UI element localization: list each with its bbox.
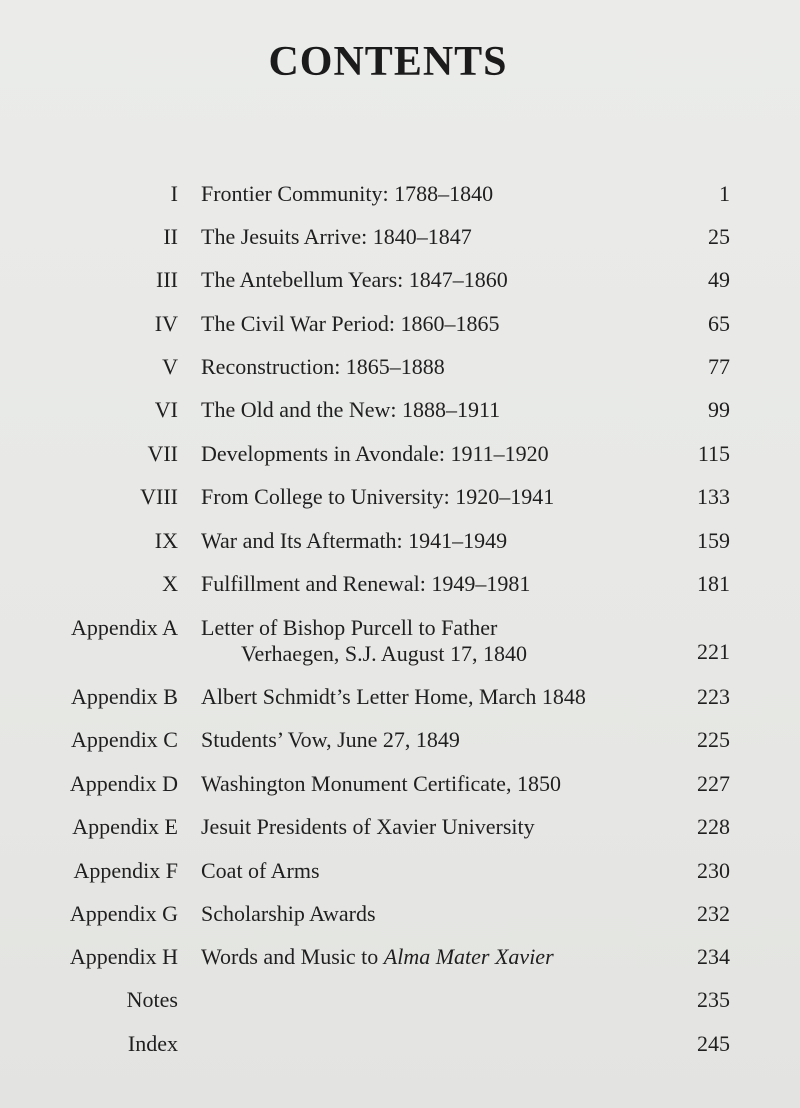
chapter-number: X: [162, 571, 178, 596]
toc-entry: [0, 307, 800, 343]
appendix-title-italic: Alma Mater Xavier: [383, 944, 554, 969]
toc-entry: [0, 480, 800, 516]
page-number: 49: [708, 267, 730, 292]
toc-entry: [0, 897, 800, 933]
page-number: 223: [697, 684, 730, 709]
chapter-title: The Civil War Period: 1860–1865: [201, 311, 500, 336]
appendix-title: Students’ Vow, June 27, 1849: [201, 727, 460, 752]
chapter-title: Reconstruction: 1865–1888: [201, 354, 445, 379]
chapter-title: Fulfillment and Renewal: 1949–1981: [201, 571, 531, 596]
appendix-label: Appendix C: [71, 727, 178, 752]
page-number: 230: [697, 858, 730, 883]
chapter-number: VI: [154, 397, 178, 422]
toc-entry: [0, 350, 800, 386]
notes-label: Notes: [126, 987, 178, 1012]
toc-entry: [0, 220, 800, 256]
toc-entry: [0, 810, 800, 846]
page-title: CONTENTS: [268, 39, 508, 85]
chapter-title: War and Its Aftermath: 1941–1949: [201, 528, 508, 553]
page-number: 232: [697, 901, 730, 926]
chapter-number: IV: [154, 311, 178, 336]
chapter-number: VIII: [140, 484, 178, 509]
toc-entry: [0, 940, 800, 976]
page-number: 221: [697, 639, 730, 664]
page-number: 65: [708, 311, 730, 336]
appendix-title: Scholarship Awards: [201, 901, 376, 926]
chapter-title: Frontier Community: 1788–1840: [201, 181, 494, 206]
toc-entry: [0, 177, 800, 213]
page-number: 234: [697, 944, 730, 969]
appendix-label: Appendix E: [72, 814, 178, 839]
toc-entry: [0, 567, 800, 603]
chapter-title: The Old and the New: 1888–1911: [201, 397, 501, 422]
toc-entry: [0, 983, 800, 1019]
appendix-label: Appendix F: [73, 858, 178, 883]
appendix-title-line2: Verhaegen, S.J. August 17, 1840: [241, 641, 527, 666]
chapter-title: The Jesuits Arrive: 1840–1847: [201, 224, 472, 249]
page-number: 228: [697, 814, 730, 839]
appendix-title: Washington Monument Certificate, 1850: [201, 771, 561, 796]
page-number: 99: [708, 397, 730, 422]
appendix-title: [201, 944, 554, 970]
toc-entry: [0, 723, 800, 759]
chapter-number: III: [156, 267, 178, 292]
chapter-number: V: [162, 354, 178, 379]
toc-entry: [0, 524, 800, 560]
appendix-label: Appendix A: [71, 615, 178, 640]
toc-entry: [0, 611, 800, 671]
appendix-title-line1: Letter of Bishop Purcell to Father: [201, 615, 498, 640]
appendix-label: Appendix D: [69, 771, 178, 796]
page-number: 1: [719, 181, 730, 206]
chapter-number: II: [163, 224, 178, 249]
page-number: 25: [708, 224, 730, 249]
page-number: 77: [708, 354, 730, 379]
toc-entry: [0, 680, 800, 716]
appendix-label: Appendix B: [71, 684, 178, 709]
toc-entry: [0, 1027, 800, 1063]
appendix-title: Jesuit Presidents of Xavier University: [201, 814, 535, 839]
toc-entry: [0, 263, 800, 299]
appendix-label: Appendix G: [69, 901, 178, 926]
chapter-number: I: [170, 181, 178, 206]
page-number: 115: [697, 441, 730, 466]
page-number: 235: [697, 987, 730, 1012]
appendix-title: [201, 615, 527, 667]
chapter-number: IX: [154, 528, 178, 553]
toc-entry: [0, 767, 800, 803]
appendix-label: Appendix H: [69, 944, 178, 969]
appendix-title: Albert Schmidt’s Letter Home, March 1848: [201, 684, 586, 709]
index-label: Index: [127, 1031, 178, 1056]
page-number: 181: [697, 571, 730, 596]
page-number: 227: [697, 771, 730, 796]
chapter-title: From College to University: 1920–1941: [201, 484, 555, 509]
chapter-number: VII: [147, 441, 178, 466]
chapter-title: Developments in Avondale: 1911–1920: [201, 441, 549, 466]
toc-entry: [0, 437, 800, 473]
page-number: 225: [697, 727, 730, 752]
page-number: 159: [697, 528, 730, 553]
appendix-title-text: Words and Music to: [201, 944, 384, 969]
toc-entry: [0, 854, 800, 890]
toc-entry: [0, 393, 800, 429]
appendix-title: Coat of Arms: [201, 858, 320, 883]
page-number: 133: [697, 484, 730, 509]
page-number: 245: [697, 1031, 730, 1056]
chapter-title: The Antebellum Years: 1847–1860: [201, 267, 508, 292]
